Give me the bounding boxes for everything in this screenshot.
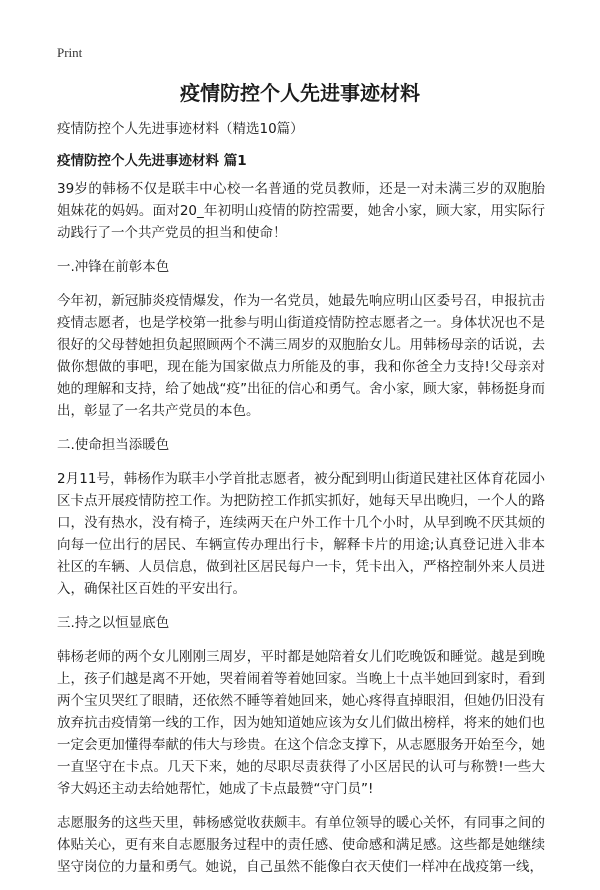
document-body	[57, 118, 545, 890]
subheading-2: 二.使命担当添暖色	[57, 437, 170, 453]
section-heading: 疫情防控个人先进事迹材料 篇1	[57, 153, 247, 169]
document-title: 疫情防控个人先进事迹材料	[180, 81, 420, 105]
paragraph-2: 2月11号，韩杨作为联丰小学首批志愿者，被分配到明山街道民建社区体育花园小区卡点开展疫情防控工作。为把防控工作抓实抓好，她每天早出晚归，一个人的路口，没有热水，没有椅子，连续两天在户外工作十几个小时，从早到晚不厌其烦的向每一位出行的居民、车辆宣传办理出行卡，解释卡片的用途;认真登记进入非本社区的车辆、人员信息，做到社区居民每户一卡，凭卡出入，严格控制外来人员进入，确保社区百姓的平安出行。	[57, 471, 545, 597]
subheading-3: 三.持之以恒显底色	[57, 615, 170, 631]
paragraph-1: 今年初，新冠肺炎疫情爆发，作为一名党员，她最先响应明山区委号召，申报抗击疫情志愿者，也是学校第一批参与明山街道疫情防控志愿者之一。身体状况也不是很好的父母替她担负起照顾两个不满三周岁的双胞胎女儿。用韩杨母亲的话说，去做你想做的事吧，现在能为国家做点力所能及的事，我和你爸全力支持!父母亲对她的理解和支持，给了她战“疫”出征的信心和勇气。舍小家，顾大家，韩杨挺身而出，彰显了一名共产党员的本色。	[57, 293, 545, 419]
paragraph-3: 韩杨老师的两个女儿刚刚三周岁，平时都是她陪着女儿们吃晚饭和睡觉。越是到晚上，孩子们越是离不开她，哭着闹着等着她回家。当晚上十点半她回到家时，看到两个宝贝哭红了眼睛，还依然不睡等着她回来，她心疼得直掉眼泪，但她仍旧没有放弃抗击疫情第一线的工作，因为她知道她应该为女儿们做出榜样，将来的她们也一定会更加懂得奉献的伟大与珍贵。在这个信念支撑下，从志愿服务开始至今，她一直坚守在卡点。几天下来，她的尽职尽责获得了小区居民的认可与称赞!一些大爷大妈还主动去给她帮忙，她成了卡点最赞“守门员”!	[57, 649, 545, 797]
subheading-1: 一.冲锋在前彰本色	[57, 259, 170, 275]
print-link[interactable]: Print	[57, 45, 83, 60]
paragraph-4: 志愿服务的这些天里，韩杨感觉收获颇丰。有单位领导的暖心关怀，有同事之间的体贴关心，更有来自志愿服务过程中的责任感、使命感和满足感。这些都是她继续坚守岗位的力量和勇气。她说，自己虽然不能像白衣天使们一样冲在战疫第一线，	[57, 815, 545, 875]
paragraph-intro: 39岁的韩杨不仅是联丰中心校一名普通的党员教师，还是一对未满三岁的双胞胎姐妹花的妈妈。面对20_年初明山疫情的防控需要，她舍小家，顾大家，用实际行动践行了一个共产党员的担当和使命！	[57, 181, 545, 241]
document-subtitle: 疫情防控个人先进事迹材料（精选10篇）	[57, 121, 304, 137]
